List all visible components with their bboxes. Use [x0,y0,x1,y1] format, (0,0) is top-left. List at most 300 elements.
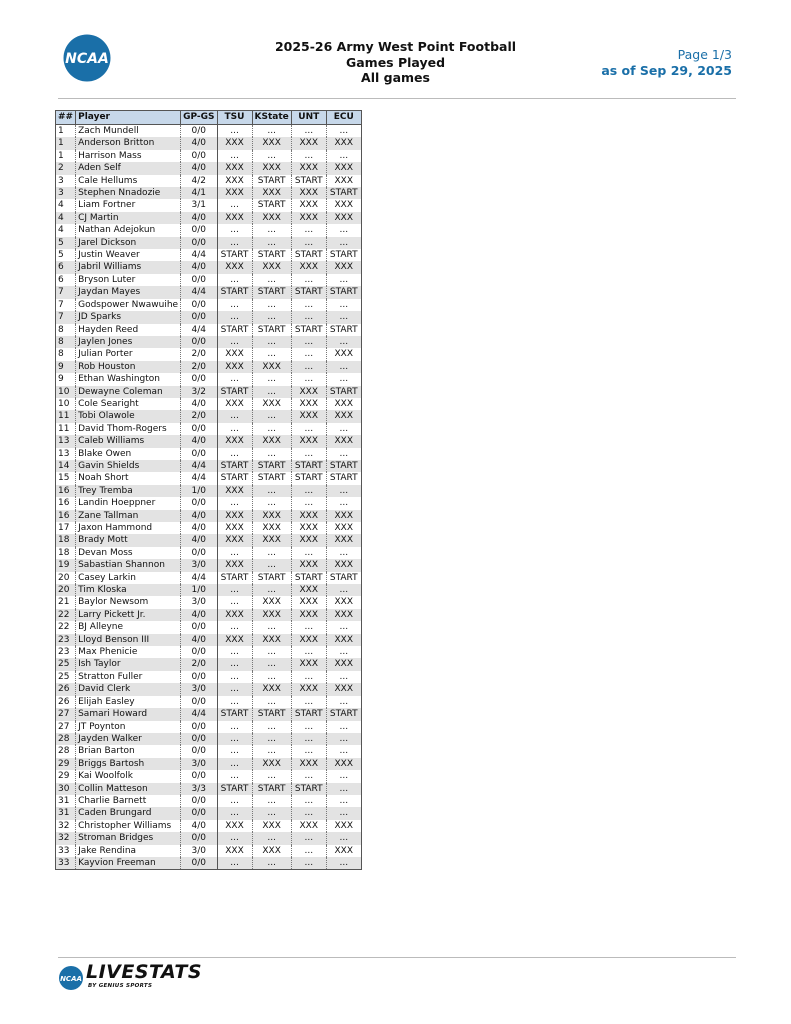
table-row [56,783,362,795]
cell-number: 1 [56,150,76,162]
table-row [56,758,362,770]
cell-gp-gs: 0/0 [181,721,217,733]
cell-ecu: START [326,472,361,484]
cell-gp-gs: 0/0 [181,237,217,249]
cell-number: 14 [56,460,76,472]
cell-number: 25 [56,671,76,683]
cell-kstate: XXX [252,634,291,646]
cell-number: 1 [56,137,76,149]
table-row [56,199,362,211]
cell-gp-gs: 0/0 [181,150,217,162]
cell-ecu: XXX [326,348,361,360]
cell-ecu: XXX [326,410,361,422]
table-row [56,832,362,844]
cell-number: 30 [56,783,76,795]
cell-ecu: XXX [326,845,361,857]
table-row [56,696,362,708]
cell-gp-gs: 0/0 [181,671,217,683]
cell-unt: XXX [291,634,326,646]
cell-player: Landin Hoeppner [76,497,181,509]
cell-ecu: ... [326,299,361,311]
cell-ecu: ... [326,671,361,683]
cell-kstate: ... [252,311,291,323]
cell-unt: ... [291,857,326,870]
cell-kstate: ... [252,621,291,633]
cell-kstate: ... [252,646,291,658]
cell-number: 28 [56,745,76,757]
cell-unt: ... [291,646,326,658]
cell-ecu: ... [326,373,361,385]
cell-number: 32 [56,832,76,844]
cell-ecu: XXX [326,137,361,149]
cell-unt: START [291,460,326,472]
table-row [56,261,362,273]
cell-tsu: START [217,249,252,261]
cell-gp-gs: 0/0 [181,299,217,311]
cell-ecu: ... [326,150,361,162]
cell-unt: ... [291,150,326,162]
cell-unt: START [291,286,326,298]
cell-player: Julian Porter [76,348,181,360]
cell-tsu: XXX [217,609,252,621]
cell-player: Max Phenicie [76,646,181,658]
cell-kstate: XXX [252,683,291,695]
cell-ecu: ... [326,721,361,733]
cell-unt: XXX [291,522,326,534]
cell-player: Brady Mott [76,534,181,546]
cell-tsu: ... [217,224,252,236]
cell-unt: ... [291,361,326,373]
table-row [56,237,362,249]
cell-player: CJ Martin [76,212,181,224]
cell-ecu: ... [326,770,361,782]
cell-gp-gs: 4/4 [181,572,217,584]
cell-player: Zach Mundell [76,125,181,138]
cell-unt: ... [291,237,326,249]
cell-gp-gs: 0/0 [181,621,217,633]
cell-number: 10 [56,398,76,410]
cell-ecu: XXX [326,162,361,174]
cell-ecu: ... [326,745,361,757]
cell-ecu: ... [326,361,361,373]
cell-number: 3 [56,187,76,199]
cell-number: 33 [56,845,76,857]
cell-ecu: XXX [326,559,361,571]
table-row [56,212,362,224]
title-scope: All games [361,70,430,85]
table-row [56,410,362,422]
title-team: 2025-26 Army West Point Football [274,39,517,54]
cell-unt: ... [291,807,326,819]
cell-tsu: XXX [217,137,252,149]
table-row [56,683,362,695]
cell-tsu: XXX [217,510,252,522]
cell-kstate: START [252,175,291,187]
table-row [56,572,362,584]
cell-number: 20 [56,584,76,596]
cell-player: Ish Taylor [76,658,181,670]
cell-tsu: XXX [217,261,252,273]
cell-gp-gs: 0/0 [181,373,217,385]
cell-kstate: ... [252,448,291,460]
cell-gp-gs: 4/4 [181,286,217,298]
cell-kstate: XXX [252,435,291,447]
cell-kstate: XXX [252,212,291,224]
cell-kstate: XXX [252,522,291,534]
cell-player: JT Poynton [76,721,181,733]
cell-unt: XXX [291,386,326,398]
cell-number: 16 [56,497,76,509]
cell-number: 20 [56,572,76,584]
cell-number: 13 [56,448,76,460]
cell-ecu: ... [326,311,361,323]
cell-player: Jaxon Hammond [76,522,181,534]
cell-number: 11 [56,410,76,422]
cell-player: Trey Tremba [76,485,181,497]
cell-unt: ... [291,733,326,745]
cell-ecu: ... [326,646,361,658]
cell-number: 6 [56,261,76,273]
cell-number: 9 [56,361,76,373]
cell-kstate: ... [252,224,291,236]
table-row [56,423,362,435]
page-number: Page 1/3 [677,47,732,62]
cell-kstate: ... [252,373,291,385]
cell-tsu: XXX [217,435,252,447]
cell-ecu: ... [326,224,361,236]
cell-player: BJ Alleyne [76,621,181,633]
cell-tsu: XXX [217,212,252,224]
cell-gp-gs: 4/0 [181,609,217,621]
cell-gp-gs: 4/0 [181,510,217,522]
cell-player: Tim Kloska [76,584,181,596]
cell-number: 17 [56,522,76,534]
livestats-brand: LIVESTATS [86,961,203,983]
table-row [56,286,362,298]
cell-player: Kayvion Freeman [76,857,181,870]
cell-number: 2 [56,162,76,174]
col-header-gp-gs: GP-GS [181,111,217,125]
cell-number: 21 [56,596,76,608]
cell-gp-gs: 4/1 [181,187,217,199]
cell-unt: ... [291,224,326,236]
cell-player: Samari Howard [76,708,181,720]
cell-unt: XXX [291,212,326,224]
cell-ecu: ... [326,423,361,435]
cell-player: Harrison Mass [76,150,181,162]
table-row [56,348,362,360]
cell-kstate: ... [252,274,291,286]
cell-ecu: ... [326,783,361,795]
cell-tsu: XXX [217,522,252,534]
cell-tsu: XXX [217,175,252,187]
cell-kstate: ... [252,125,291,138]
cell-player: David Clerk [76,683,181,695]
cell-gp-gs: 3/0 [181,559,217,571]
cell-gp-gs: 4/0 [181,522,217,534]
cell-unt: XXX [291,683,326,695]
cell-tsu: ... [217,423,252,435]
cell-player: Jaylen Jones [76,336,181,348]
cell-kstate: ... [252,807,291,819]
cell-player: Justin Weaver [76,249,181,261]
cell-ecu: XXX [326,634,361,646]
cell-player: Kai Woolfolk [76,770,181,782]
cell-gp-gs: 1/0 [181,485,217,497]
cell-kstate: XXX [252,510,291,522]
cell-tsu: ... [217,497,252,509]
cell-gp-gs: 4/0 [181,534,217,546]
cell-kstate: ... [252,150,291,162]
cell-number: 6 [56,274,76,286]
cell-unt: XXX [291,658,326,670]
cell-ecu: ... [326,237,361,249]
cell-gp-gs: 2/0 [181,658,217,670]
cell-number: 29 [56,770,76,782]
cell-player: Devan Moss [76,547,181,559]
cell-tsu: ... [217,336,252,348]
cell-number: 7 [56,311,76,323]
cell-gp-gs: 0/0 [181,448,217,460]
cell-ecu: XXX [326,398,361,410]
cell-unt: ... [291,448,326,460]
cell-player: Tobi Olawole [76,410,181,422]
cell-number: 4 [56,224,76,236]
cell-number: 32 [56,820,76,832]
cell-tsu: ... [217,683,252,695]
cell-number: 33 [56,857,76,870]
table-row [56,820,362,832]
cell-ecu: ... [326,807,361,819]
cell-gp-gs: 0/0 [181,696,217,708]
cell-kstate: START [252,324,291,336]
table-row [56,658,362,670]
cell-number: 7 [56,286,76,298]
cell-player: Brian Barton [76,745,181,757]
cell-unt: START [291,708,326,720]
cell-unt: START [291,324,326,336]
cell-player: Elijah Easley [76,696,181,708]
cell-unt: START [291,175,326,187]
cell-gp-gs: 0/0 [181,274,217,286]
cell-tsu: ... [217,795,252,807]
cell-gp-gs: 4/0 [181,212,217,224]
cell-ecu: ... [326,733,361,745]
cell-unt: XXX [291,510,326,522]
cell-tsu: ... [217,410,252,422]
cell-gp-gs: 4/0 [181,820,217,832]
table-row [56,634,362,646]
cell-kstate: START [252,199,291,211]
cell-ecu: ... [326,497,361,509]
table-row [56,373,362,385]
cell-kstate: START [252,249,291,261]
cell-tsu: START [217,460,252,472]
cell-ecu: START [326,324,361,336]
cell-ecu: START [326,708,361,720]
cell-number: 18 [56,547,76,559]
cell-number: 27 [56,721,76,733]
cell-number: 26 [56,683,76,695]
cell-number: 18 [56,534,76,546]
cell-ecu: ... [326,584,361,596]
cell-gp-gs: 4/0 [181,162,217,174]
cell-ecu: ... [326,696,361,708]
cell-gp-gs: 3/0 [181,758,217,770]
cell-ecu: START [326,572,361,584]
cell-ecu: XXX [326,212,361,224]
cell-tsu: ... [217,547,252,559]
cell-unt: XXX [291,261,326,273]
cell-ecu: XXX [326,596,361,608]
cell-kstate: ... [252,733,291,745]
cell-player: Baylor Newsom [76,596,181,608]
cell-player: Larry Pickett Jr. [76,609,181,621]
cell-player: Stratton Fuller [76,671,181,683]
cell-ecu: XXX [326,658,361,670]
cell-gp-gs: 2/0 [181,410,217,422]
table-row [56,510,362,522]
cell-player: Caleb Williams [76,435,181,447]
cell-player: Hayden Reed [76,324,181,336]
cell-tsu: START [217,386,252,398]
cell-unt: ... [291,348,326,360]
cell-tsu: ... [217,696,252,708]
title-report: Games Played [345,54,446,70]
cell-number: 8 [56,336,76,348]
cell-kstate: ... [252,696,291,708]
table-row [56,845,362,857]
cell-ecu: XXX [326,609,361,621]
table-row [56,708,362,720]
cell-ecu: ... [326,795,361,807]
header-divider [58,98,736,99]
cell-tsu: ... [217,584,252,596]
cell-gp-gs: 3/0 [181,845,217,857]
cell-ecu: XXX [326,534,361,546]
cell-kstate: XXX [252,534,291,546]
cell-unt: ... [291,485,326,497]
cell-gp-gs: 0/0 [181,125,217,138]
cell-unt: ... [291,770,326,782]
cell-number: 5 [56,249,76,261]
cell-ecu: XXX [326,510,361,522]
cell-unt: START [291,472,326,484]
table-row [56,386,362,398]
col-header-number: ## [56,111,76,125]
cell-player: Casey Larkin [76,572,181,584]
cell-unt: ... [291,547,326,559]
table-row [56,311,362,323]
cell-gp-gs: 4/0 [181,634,217,646]
cell-unt: XXX [291,758,326,770]
cell-number: 10 [56,386,76,398]
cell-gp-gs: 0/0 [181,745,217,757]
cell-tsu: ... [217,299,252,311]
cell-unt: ... [291,671,326,683]
cell-unt: XXX [291,559,326,571]
cell-player: Dewayne Coleman [76,386,181,398]
cell-number: 22 [56,609,76,621]
cell-ecu: ... [326,336,361,348]
table-row [56,448,362,460]
cell-unt: ... [291,696,326,708]
cell-gp-gs: 0/0 [181,336,217,348]
cell-kstate: XXX [252,398,291,410]
table-row [56,361,362,373]
cell-tsu: START [217,783,252,795]
cell-tsu: START [217,472,252,484]
cell-tsu: XXX [217,559,252,571]
cell-tsu: XXX [217,485,252,497]
cell-gp-gs: 3/2 [181,386,217,398]
cell-unt: XXX [291,137,326,149]
cell-tsu: XXX [217,361,252,373]
cell-kstate: ... [252,721,291,733]
cell-kstate: START [252,572,291,584]
table-row [56,175,362,187]
cell-number: 15 [56,472,76,484]
cell-ecu: ... [326,621,361,633]
cell-kstate: ... [252,348,291,360]
table-row [56,770,362,782]
cell-gp-gs: 4/4 [181,460,217,472]
cell-kstate: XXX [252,187,291,199]
cell-gp-gs: 4/4 [181,249,217,261]
cell-gp-gs: 4/4 [181,324,217,336]
cell-unt: ... [291,845,326,857]
cell-tsu: ... [217,807,252,819]
cell-gp-gs: 0/0 [181,311,217,323]
cell-kstate: XXX [252,758,291,770]
cell-gp-gs: 3/0 [181,683,217,695]
cell-kstate: XXX [252,820,291,832]
cell-number: 31 [56,795,76,807]
cell-unt: XXX [291,584,326,596]
cell-kstate: ... [252,770,291,782]
cell-player: Jarel Dickson [76,237,181,249]
cell-gp-gs: 4/0 [181,261,217,273]
cell-player: Bryson Luter [76,274,181,286]
cell-number: 8 [56,348,76,360]
cell-unt: START [291,783,326,795]
cell-tsu: ... [217,857,252,870]
table-row [56,150,362,162]
cell-unt: ... [291,125,326,138]
page-info [601,47,732,79]
cell-kstate: ... [252,237,291,249]
cell-number: 5 [56,237,76,249]
table-row [56,460,362,472]
cell-tsu: XXX [217,534,252,546]
cell-unt: ... [291,299,326,311]
table-row [56,534,362,546]
cell-ecu: XXX [326,175,361,187]
table-row [56,807,362,819]
cell-kstate: ... [252,795,291,807]
cell-kstate: ... [252,671,291,683]
cell-unt: XXX [291,410,326,422]
cell-gp-gs: 4/0 [181,435,217,447]
cell-ecu: ... [326,857,361,870]
cell-number: 19 [56,559,76,571]
cell-kstate: ... [252,485,291,497]
cell-gp-gs: 0/0 [181,547,217,559]
cell-tsu: XXX [217,398,252,410]
cell-unt: ... [291,336,326,348]
cell-gp-gs: 4/4 [181,472,217,484]
table-row [56,795,362,807]
